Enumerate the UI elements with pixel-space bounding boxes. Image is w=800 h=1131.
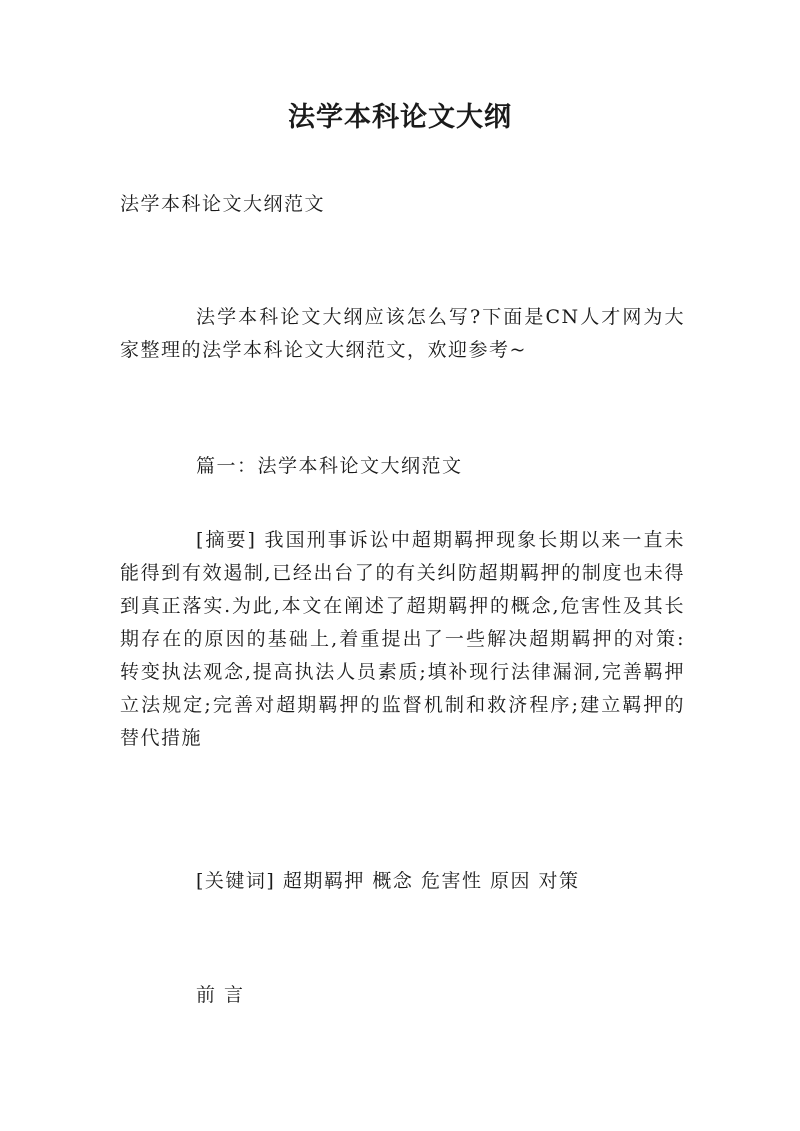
document-title: 法学本科论文大纲	[288, 102, 512, 133]
keywords-line: [关键词] 超期羁押 概念 危害性 原因 对策	[196, 870, 580, 892]
section-heading: 篇一：法学本科论文大纲范文	[196, 455, 463, 477]
abstract-paragraph: [摘要] 我国刑事诉讼中超期羁押现象长期以来一直未能得到有效遏制,已经出台了的有关纠防超期羁押的制度也未得到真正落实.为此,本文在阐述了超期羁押的概念,危害性及其长期存在的原因的基础上,着重提出了一些解决超期羁押的对策:转变执法观念,提高执法人员素质;填补现行法律漏洞,完善羁押立法规定;完善对超期羁押的监督机制和救济程序;建立羁押的替代措施	[120, 529, 685, 749]
document-subtitle: 法学本科论文大纲范文	[120, 193, 326, 215]
preface-heading: 前 言	[196, 984, 245, 1006]
intro-paragraph: 法学本科论文大纲应该怎么写?下面是CN人才网为大家整理的法学本科论文大纲范文，欢迎参考~	[120, 306, 685, 361]
